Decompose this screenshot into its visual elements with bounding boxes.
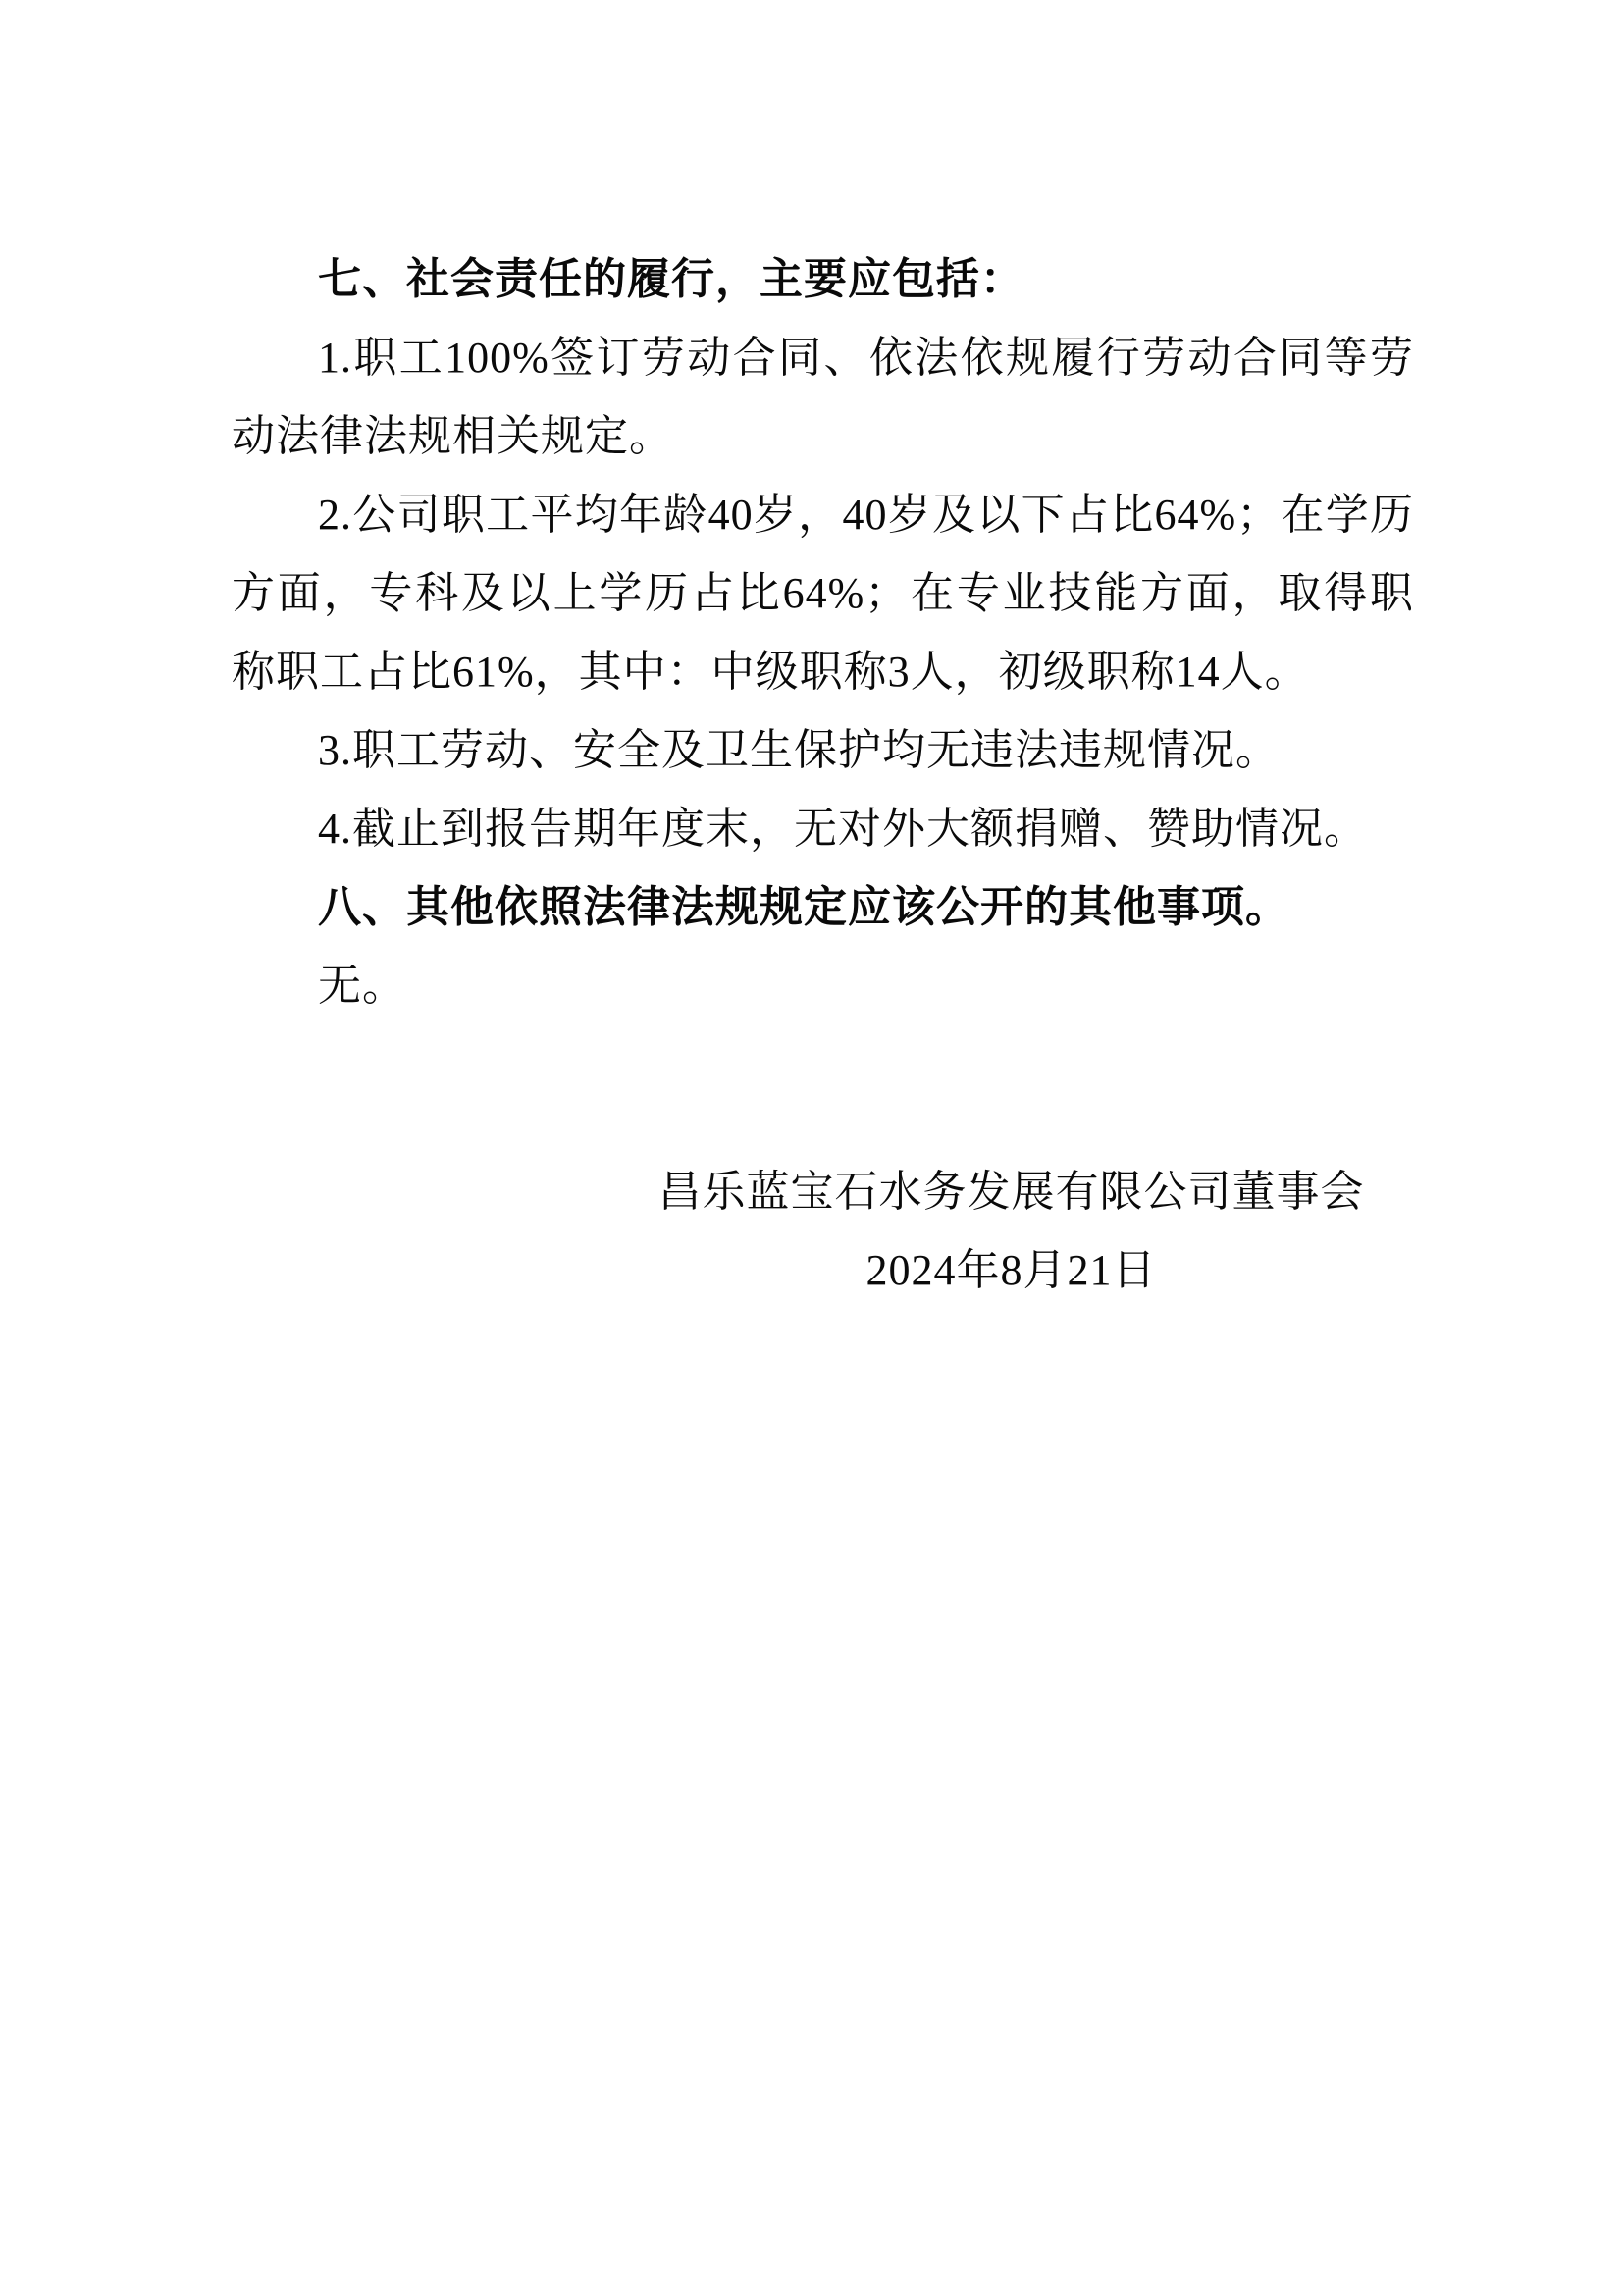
signature-block: [232, 1153, 1414, 1310]
section-7-item-3: 3.职工劳动、安全及卫生保护均无违法违规情况。: [318, 726, 1280, 774]
section-7-item-1: 1.职工100%签订劳动合同、依法依规履行劳动合同等劳动法律法规相关规定。: [232, 334, 1414, 460]
signature-company: 昌乐蓝宝石水务发展有限公司董事会: [657, 1168, 1365, 1216]
signature-date: 2024年8月21日: [865, 1246, 1157, 1294]
section-7-item-2: 2.公司职工平均年龄40岁，40岁及以下占比64%；在学历方面，专科及以上学历占比64%；在专业技能方面，取得职称职工占比61%，其中：中级职称3人，初级职称14人。: [232, 491, 1414, 696]
section-8-heading: 八、其他依照法律法规规定应该公开的其他事项。: [318, 883, 1289, 931]
document-body: [232, 240, 1414, 1310]
section-7-heading: 七、社会责任的履行，主要应包括：: [318, 255, 1024, 303]
section-7-item-4: 4.截止到报告期年度末，无对外大额捐赠、赞助情况。: [318, 805, 1368, 853]
section-8-body: 无。: [318, 962, 406, 1010]
